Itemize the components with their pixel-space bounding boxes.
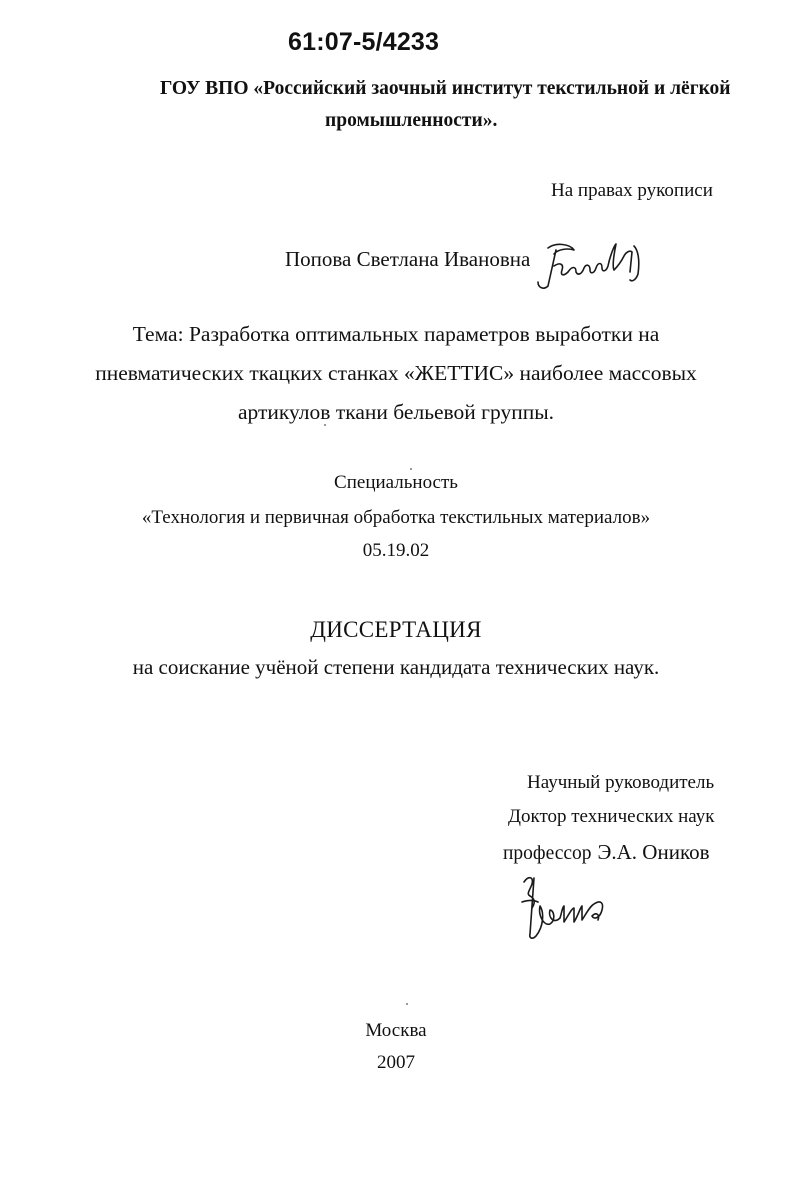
theme-line-3: артикулов ткани бельевой группы.	[237, 400, 555, 424]
stamp-number: 61:07-5/4233	[288, 28, 440, 56]
institution-line-1: ГОУ ВПО «Российский заочный институт текстильной и лёгкой	[160, 78, 731, 99]
scan-speck	[406, 1003, 408, 1005]
scan-speck	[324, 424, 326, 426]
supervisor-name: Э.А. Оников	[597, 840, 710, 864]
supervisor-title-line	[503, 840, 710, 865]
supervisor-degree: Доктор технических наук	[508, 806, 715, 827]
theme-line-1: Тема: Разработка оптимальных параметров выработки на	[132, 322, 660, 346]
city: Москва	[365, 1020, 427, 1041]
theme-line-2: пневматических ткацких станках «ЖЕТТИС» наиболее массовых	[95, 361, 697, 385]
supervisor-title: профессор	[503, 843, 592, 864]
specialty-label: Специальность	[334, 472, 458, 493]
dissertation-title: ДИССЕРТАЦИЯ	[310, 617, 482, 642]
institution-line-2: промышленности».	[325, 110, 498, 131]
scan-speck	[410, 468, 412, 470]
manuscript-rights: На правах рукописи	[551, 180, 713, 201]
year: 2007	[377, 1052, 415, 1073]
specialty-code: 05.19.02	[362, 540, 430, 561]
supervisor-signature	[518, 872, 610, 944]
supervisor-role: Научный руководитель	[527, 772, 715, 793]
author-name: Попова Светлана Ивановна	[285, 247, 531, 271]
specialty-name: «Технология и первичная обработка текстильных материалов»	[141, 507, 651, 528]
dissertation-degree: на соискание учёной степени кандидата технических наук.	[132, 655, 660, 679]
author-signature	[534, 236, 646, 296]
